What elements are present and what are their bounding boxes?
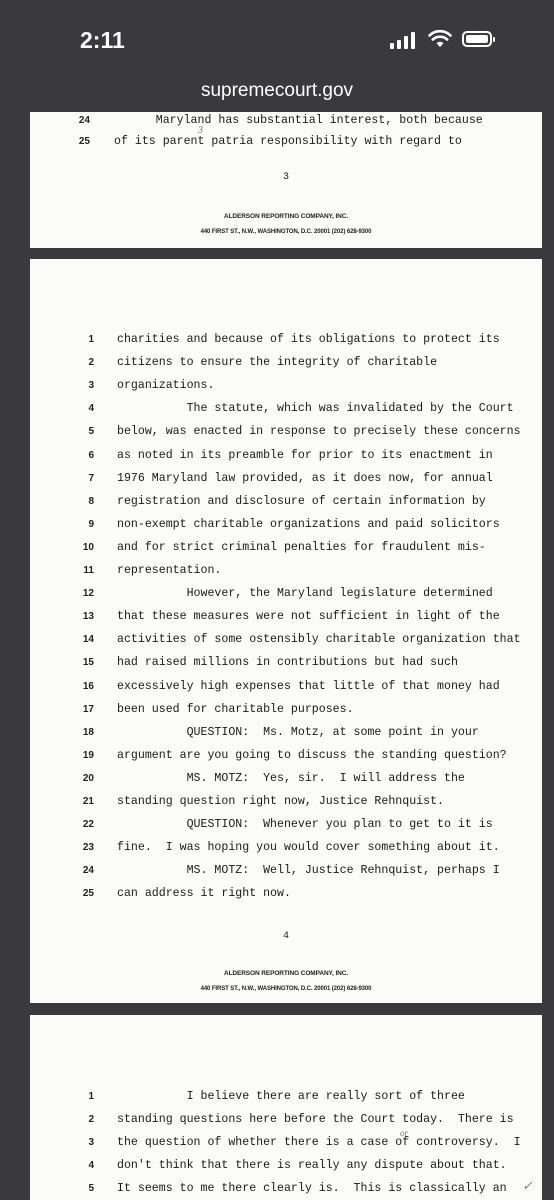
line-text: QUESTION: Whenever you plan to get to it is — [117, 818, 493, 832]
line-text: don't think that there is really any dispute about that. — [117, 1159, 507, 1173]
footer-company: ALDERSON REPORTING COMPANY, INC. — [223, 213, 349, 220]
transcript-line — [30, 724, 542, 746]
url-text: supremecourt.gov — [200, 80, 354, 101]
line-number: 16 — [82, 680, 94, 692]
line-text: I believe there are really sort of three — [117, 1090, 465, 1103]
line-number: 2 — [88, 357, 94, 369]
line-number: 10 — [82, 541, 94, 553]
transcript-line — [30, 747, 542, 769]
line-number: 22 — [82, 819, 94, 831]
line-number: 20 — [82, 772, 94, 784]
transcript-line — [30, 585, 542, 607]
transcript-line — [30, 423, 542, 445]
transcript-line — [30, 133, 542, 155]
transcript-line — [30, 331, 542, 353]
transcript-line — [30, 539, 542, 561]
line-text: organizations. — [117, 379, 215, 393]
line-number: 19 — [82, 749, 94, 761]
transcript-line — [30, 654, 542, 676]
line-number: 21 — [82, 796, 94, 807]
line-text: been used for charitable purposes. — [117, 702, 354, 716]
transcript-line — [30, 793, 542, 815]
line-number: 17 — [82, 703, 94, 715]
footer-company: ALDERSON REPORTING COMPANY, INC. — [223, 970, 349, 977]
line-number: 3 — [88, 380, 94, 392]
line-text: argument are you going to discuss the standing question? — [117, 748, 507, 762]
transcript-page — [30, 112, 542, 248]
transcript-line — [30, 1157, 542, 1179]
line-text: MS. MOTZ: Well, Justice Rehnquist, perhaps I — [117, 864, 500, 878]
transcript-line — [30, 112, 542, 134]
transcript-line — [30, 839, 542, 861]
line-text: standing question right now, Justice Rehnquist. — [117, 795, 444, 808]
transcript-line — [30, 885, 542, 907]
transcript-line — [30, 516, 542, 538]
line-text: excessively high expenses that little of that money had — [117, 679, 500, 693]
line-text: However, the Maryland legislature determined — [117, 587, 493, 601]
line-number: 1 — [88, 334, 94, 345]
line-text: non-exempt charitable organizations and paid solicitors — [117, 517, 500, 531]
line-text: citizens to ensure the integrity of charitable — [117, 356, 438, 370]
line-number: 14 — [82, 634, 94, 646]
line-number: 23 — [82, 842, 94, 854]
line-number: 9 — [88, 518, 94, 530]
transcript-page — [30, 259, 542, 1003]
transcript-line — [30, 770, 542, 792]
page-number: 3 — [282, 172, 289, 183]
transcript-line — [30, 377, 542, 399]
line-number: 5 — [88, 426, 94, 438]
transcript-line — [30, 493, 542, 515]
line-text: below, was enacted in response to precisely these concerns — [117, 425, 521, 439]
url-bar[interactable] — [0, 72, 554, 112]
line-number: 7 — [88, 472, 94, 484]
line-number: 25 — [78, 136, 90, 147]
line-number: 8 — [88, 495, 94, 507]
line-number: 11 — [83, 565, 94, 576]
transcript-line — [30, 470, 542, 492]
line-number: 12 — [82, 588, 94, 600]
battery-icon — [462, 31, 492, 47]
transcript-line — [30, 631, 542, 653]
transcript-line — [30, 608, 542, 630]
transcript-line — [30, 1088, 542, 1110]
signal-icon — [390, 31, 420, 49]
line-number: 15 — [82, 657, 94, 669]
line-text: and for strict criminal penalties for fraudulent mis- — [117, 540, 486, 554]
line-number: 1 — [88, 1091, 94, 1102]
line-text: registration and disclosure of certain information by — [117, 494, 486, 508]
line-number: 25 — [82, 888, 94, 900]
line-text: activities of some ostensibly charitable organization that — [117, 633, 521, 647]
line-text: 1976 Maryland law provided, as it does now, for annual — [117, 471, 493, 485]
line-text: QUESTION: Ms. Motz, at some point in your — [117, 725, 479, 739]
handwritten-mark: 3 — [198, 125, 203, 136]
transcript-line — [30, 1111, 542, 1133]
footer-address: 440 FIRST ST., N.W., WASHINGTON, D.C. 20001 (202) 628-9300 — [200, 986, 372, 992]
line-text: It seems to me there clearly is. This is classically an — [117, 1182, 507, 1196]
line-number: 4 — [88, 403, 94, 415]
line-number: 2 — [88, 1114, 94, 1126]
line-text: of its parent patria responsibility with regard to — [114, 135, 462, 148]
line-number: 18 — [82, 726, 94, 738]
line-text: as noted in its preamble for prior to its enactment in — [117, 448, 493, 462]
page-number: 4 — [282, 931, 289, 942]
line-text: charities and because of its obligations to protect its — [117, 333, 500, 346]
transcript-line — [30, 862, 542, 884]
footer-address: 440 FIRST ST., N.W., WASHINGTON, D.C. 20001 (202) 628-9300 — [200, 229, 372, 235]
transcript-line — [30, 1180, 542, 1200]
status-bar — [0, 0, 554, 72]
wifi-icon — [428, 29, 452, 49]
transcript-line — [30, 400, 542, 422]
transcript-line — [30, 447, 542, 469]
line-text: Maryland has substantial interest, both because — [114, 114, 483, 127]
line-number: 24 — [78, 115, 90, 126]
status-time: 2:11 — [80, 27, 125, 53]
line-text: fine. I was hoping you would cover something about it. — [117, 841, 500, 855]
transcript-line — [30, 562, 542, 584]
handwritten-checkmark: ✓ — [522, 1178, 533, 1193]
transcript-line — [30, 678, 542, 700]
line-number: 5 — [88, 1183, 94, 1195]
line-number: 4 — [88, 1160, 94, 1172]
line-number: 24 — [82, 865, 94, 877]
line-number: 3 — [88, 1137, 94, 1149]
line-text: standing questions here before the Court today. There is — [117, 1113, 514, 1127]
line-text: MS. MOTZ: Yes, sir. I will address the — [117, 771, 465, 785]
line-number: 13 — [82, 611, 94, 623]
line-text: can address it right now. — [117, 887, 291, 901]
line-text: had raised millions in contributions but had such — [117, 656, 458, 670]
line-text: The statute, which was invalidated by the Court — [117, 402, 514, 416]
line-text: the question of whether there is a case of controversy. I — [117, 1136, 521, 1150]
line-text: representation. — [117, 564, 222, 577]
status-icons — [390, 31, 510, 49]
transcript-line — [30, 816, 542, 838]
transcript-line — [30, 1134, 542, 1156]
transcript-page — [30, 1015, 542, 1200]
handwritten-mark: or — [400, 1128, 409, 1138]
line-number: 6 — [88, 449, 94, 461]
transcript-line — [30, 701, 542, 723]
transcript-line — [30, 354, 542, 376]
line-text: that these measures were not sufficient in light of the — [117, 610, 500, 624]
